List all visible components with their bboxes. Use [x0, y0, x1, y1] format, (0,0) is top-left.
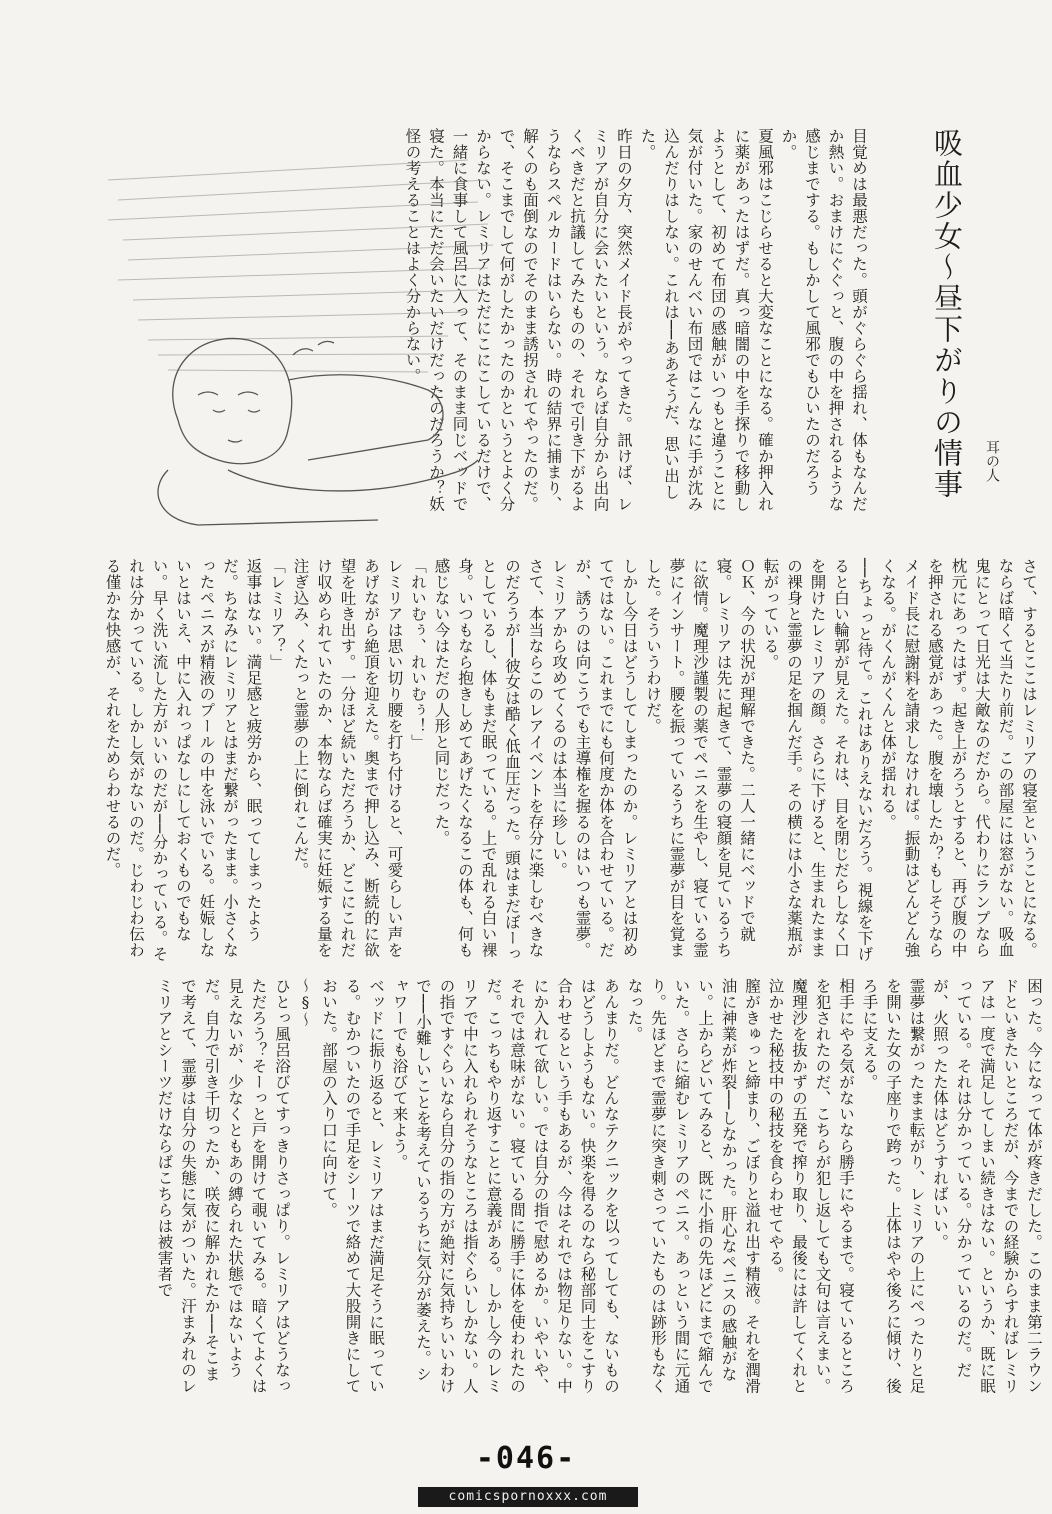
- paragraph: 昨日の夕方、突然メイド長がやってきた。訊けば、レミリアが自分に会いたいという。ならば自分から出向くべきだと抗議してみたものの、それで引き下がるようならスペルカードはいらない。時の結界に捕まり、解くのも面倒なのでそのまま誘拐されてやったのだ。で、そこまでして何がしたかったのかというとよく分からない。レミリアはただにこにこしているだけで、一緒に食事して風呂に入って、そのまま同じベッドで寝た。本当にただ会いたいだけだったのだろうか？妖怪の考えることはよく分からない。: [403, 128, 633, 512]
- paragraph: 困った。今になって体が疼きだした。このまま第二ラウンドといきたいところだが、今までの経験からすればレミリアは一度で満足してしまい続きはない。というか、既に眠っている。それは分かっている。分かっているのだ。だが、火照ったた体はどうすればいい。: [931, 978, 1043, 1394]
- paragraph: あんまりだ。どんなテクニックを以ってしても、ないものはどうしようもない。快楽を得るのなら秘部同士をこすり合わせるという手もあるが、今はそれでは物足りない。中にか入れて欲しい。では自分の指で慰めるか。いやいや、それでは意味がない。寝ている間に勝手に体を使われたのだ。こっちもやり返すことに意義がある。しかし今のレミリアで中に入れられそうなところは指ぐらいしかない。人の指ですぐらいなら自分の指の方が絶対に気持ちいいわけで──小難しいことを考えているうちに気分が萎えた。シャワーでも浴びて来よう。: [390, 978, 620, 1394]
- section-separator: 〜§〜: [296, 978, 315, 1028]
- paragraph: 相手にやる気がないなら勝手にやるまで。寝ているところを犯されたのだ、こちらが犯し返しても文句は言えまい。魔理沙を抜かずの五発で搾り取り、最後には許してくれと泣かせた秘技中の秘技を食らわせてやる。: [766, 978, 855, 1394]
- watermark: comicspornoxxx.com: [418, 1487, 638, 1507]
- paragraph: 「レミリア？」: [268, 558, 286, 670]
- paragraph: 目覚めは最悪だった。頭がぐらぐら揺れ、体もなんだか熱い。おまけにぐぐっと、腹の中を押されるような感じまでする。もしかして風邪でもひいたのだろうか。: [779, 128, 868, 512]
- text-block-middle: [45, 558, 1040, 963]
- paragraph: ひとっ風呂浴びてすっきりさっぱり。レミリアはどうなっただろう？そーっと戸を開けて覗いてみる。暗くてよくは見えないが、少なくともあの縛られた状態ではないようだ。自力で引き千切ったか、咲夜に解かれたか──そこまで考えて、霊夢は自分の失態に気がついた。汗まみれのレミリアとシーツだけならばこちらは被害者で: [155, 978, 291, 1394]
- story-title: 吸血少女〜昼下がりの情事: [930, 128, 964, 500]
- paragraph: ベッドに振り返ると、レミリアはまだ満足そうに眠っている。むかついたので手足をシーツで絡めて大股開きにしておいた。部屋の入り口に向けて。: [320, 978, 385, 1394]
- paragraph: さて、本当ならこのレアイベントを存分に楽しむべきなのだろうが──彼女は酷く低血圧だった。頭はまだぼーっとしているし、体もまだ眠っている。上で乱れる白い裸身。いつもなら抱きしめてあげたくなるこの体も、何も感じない今はただの人形と同じだった。: [432, 558, 545, 962]
- sketch-illustration: [48, 140, 528, 540]
- author-name: 耳の人: [984, 440, 1000, 482]
- paragraph: さて、するとここはレミリアの寝室ということになる。ならば暗くて当たり前だ。この部屋には窓がない。吸血鬼にとって日光は大敵なのだから。代わりにランプなら枕元にあったはず。起き上がろうとすると、再び腹の中を押される感覚があった。腹を壊したか？もしそうならメイド長に慰謝料を請求しなければ。振動はどんどん強くなる。がくんがくんと体が揺れる。: [879, 558, 1038, 958]
- text-block-lower: [45, 978, 1045, 1396]
- paragraph: レミリアは思い切り腰を打ち付けると、可愛らしい声をあげながら絶頂を迎えた。奥まで押し込み、断続的に欲望を吐き出す。一分ほど続いただろうか、どこにこれだけ収められていたのか、本物ならば確実に妊娠する量を注ぎ込み、くたっと霊夢の上に倒れこんだ。: [291, 558, 404, 958]
- text-block-upper: [403, 128, 870, 523]
- paragraph: 夏風邪はこじらせると大変なことになる。確か押入れに薬があったはずだ。真っ暗闇の中を手探りで移動しようとして、初めて布団の感触がいつもと違うことに気が付いた。家のせんべい布団ではこんなに手が沈み込んだりはしない。これは──ああそうだ、思い出した。: [638, 128, 774, 512]
- page-number: -046-: [475, 1441, 577, 1476]
- paragraph: 返事はない。満足感と疲労から、眠ってしまったようだ。ちなみにレミリアとはまだ繋がったまま。小さくなったペニスが精液のプールの中を泳いでいる。妊娠しないとはいえ、中に入れっぱなしにしておくものでもない。早く洗い流した方がいいのだが──分かっている。それは分かっている。しかし気がないのだ。じわじわ伝わる僅かな快感が、それをためらわせるのだ。: [103, 558, 263, 962]
- paragraph: 「れいむぅ、れいむぅ！」: [409, 558, 427, 750]
- paragraph: ＯＫ、今の状況が理解できた。二人一緒にベッドで就寝。レミリアは先に起きて、霊夢の寝顔を見ているうちに欲情。魔理沙謹製の薬でペニスを生やし、寝ている霊夢にインサート。腰を振っているうちに霊夢が目を覚ました。そういうわけだ。: [644, 558, 756, 958]
- paragraph: ──ちょっと待て。これはありえないだろう。視線を下げると白い輪郭が見えた。それは、目を閉じだらしなく口を開けたレミリアの顔。さらに下げると、生まれたままの裸身と霊夢の足を掴んだ手。その横には小さな薬瓶が転がっている。: [761, 558, 874, 962]
- paragraph: しかし今日はどうしてしまったのか。レミリアとは初めてではない。これまでにも何度か体を合わせている。だが、誘うのは向こうでも主導権を握るのはいつも霊夢。レミリアから攻めてくるのは本当に珍しい。: [550, 558, 639, 958]
- paragraph: 霊夢は繋がったまま転がり、レミリアの上にぺったりと足を開いた女の子座りで跨った。上体はやや後ろに傾け、後ろ手に支える。: [860, 978, 926, 1394]
- paragraph: 膣がきゅっと締まり、ごぼりと溢れ出す精液。それを潤滑油に神業が炸裂──しなかった。肝心なペニスの感触がない。上からどいてみると、既に小指の先ほどにまで縮んでいた。さらに縮むレミリアのペニス。あっという間に元通り。先ほどまで霊夢に突き刺さっていたものは跡形もなくなった。: [625, 978, 761, 1394]
